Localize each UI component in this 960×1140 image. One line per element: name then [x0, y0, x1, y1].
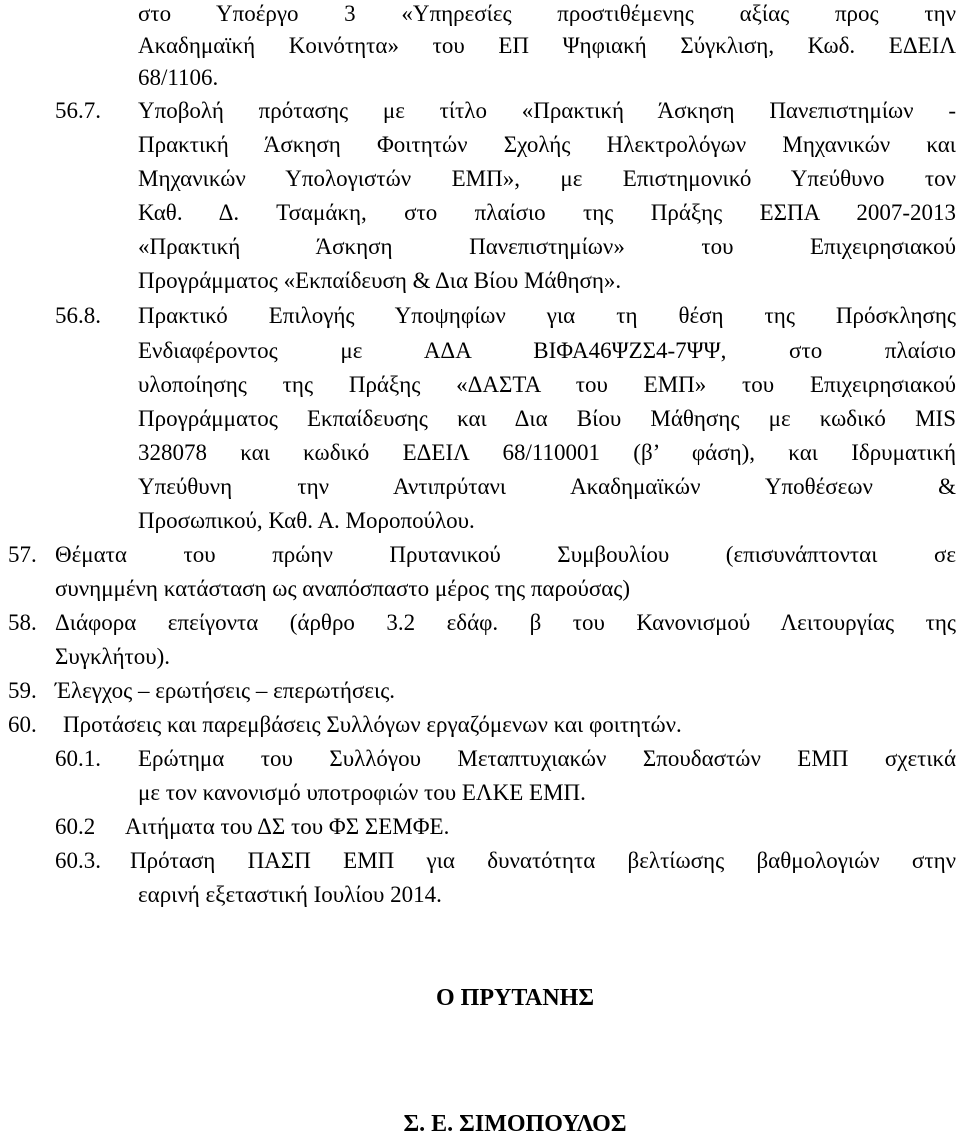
- item-number: 56.7.: [55, 98, 101, 123]
- agenda-text-line: Έλεγχος – ερωτήσεις – επερωτήσεις.: [55, 678, 396, 703]
- agenda-text-line: «Πρακτική Άσκηση Πανεπιστημίων» του Επιχειρησιακού: [138, 234, 956, 259]
- item-number: 59.: [8, 678, 37, 703]
- agenda-text-line: Ακαδημαϊκή Κοινότητα» του ΕΠ Ψηφιακή Σύγκλιση, Κωδ. ΕΔΕΙΛ: [138, 33, 956, 58]
- agenda-text-line: Προγράμματος «Εκπαίδευση & Δια Βίου Μάθηση».: [138, 268, 622, 293]
- agenda-text-line: Πρόταση ΠΑΣΠ ΕΜΠ για δυνατότητα βελτίωσης βαθμολογιών στην: [130, 848, 956, 873]
- agenda-text-line: Ερώτημα του Συλλόγου Μεταπτυχιακών Σπουδαστών ΕΜΠ σχετικά: [138, 746, 956, 771]
- agenda-text-line: 328078 και κωδικό ΕΔΕΙΛ 68/110001 (β’ φάση), και Ιδρυματική: [138, 440, 956, 465]
- agenda-text-line: συνημμένη κατάσταση ως αναπόσπαστο μέρος της παρούσας): [55, 576, 631, 601]
- item-number: 56.8.: [55, 303, 101, 328]
- item-number: 60.: [8, 712, 37, 737]
- item-number: 58.: [8, 610, 37, 635]
- agenda-text-line: Υπεύθυνη την Αντιπρύτανι Ακαδημαϊκών Υποθέσεων &: [138, 474, 956, 499]
- item-number: 57.: [8, 542, 37, 567]
- agenda-text-line: Αιτήματα του ΔΣ του ΦΣ ΣΕΜΦΕ.: [125, 814, 450, 839]
- agenda-text-line: Προγράμματος Εκπαίδευσης και Δια Βίου Μάθησης με κωδικό MIS: [138, 406, 956, 431]
- agenda-text-line: Μηχανικών Υπολογιστών ΕΜΠ», με Επιστημονικό Υπεύθυνο τον: [138, 166, 956, 191]
- agenda-text-line: 68/1106.: [138, 65, 219, 90]
- signature-name: Σ. Ε. ΣΙΜΟΠΟΥΛΟΣ: [403, 1111, 627, 1137]
- agenda-text-line: Διάφορα επείγοντα (άρθρο 3.2 εδάφ. β του Κανονισμού Λειτουργίας της: [55, 610, 956, 635]
- item-number: 60.3.: [55, 848, 101, 873]
- agenda-text-line: Προσωπικού, Καθ. Α. Μοροπούλου.: [138, 508, 475, 533]
- agenda-text-line: Καθ. Δ. Τσαμάκη, στο πλαίσιο της Πράξης ΕΣΠΑ 2007-2013: [138, 200, 956, 225]
- agenda-text-line: Ενδιαφέροντος με ΑΔΑ ΒΙΦΑ46ΨΖΣ4-7ΨΨ, στο πλαίσιο: [138, 338, 956, 363]
- agenda-text-line: Προτάσεις και παρεμβάσεις Συλλόγων εργαζόμενων και φοιτητών.: [63, 712, 682, 737]
- agenda-text-line: υλοποίησης της Πράξης «ΔΑΣΤΑ του ΕΜΠ» του Επιχειρησιακού: [138, 372, 956, 397]
- agenda-text-line: Υποβολή πρότασης με τίτλο «Πρακτική Άσκηση Πανεπιστημίων -: [138, 98, 956, 123]
- item-number: 60.1.: [55, 746, 101, 771]
- agenda-text-line: Θέματα του πρώην Πρυτανικού Συμβουλίου (επισυνάπτονται σε: [55, 542, 956, 567]
- agenda-text-line: με τον κανονισμό υποτροφιών του ΕΛΚΕ ΕΜΠ.: [138, 780, 586, 805]
- agenda-text-line: Συγκλήτου).: [55, 644, 171, 669]
- agenda-text-line: εαρινή εξεταστική Ιουλίου 2014.: [138, 882, 442, 907]
- item-number: 60.2: [55, 814, 96, 839]
- agenda-text-line: Πρακτικό Επιλογής Υποψηφίων για τη θέση της Πρόσκλησης: [138, 303, 956, 328]
- agenda-text-line: Πρακτική Άσκηση Φοιτητών Σχολής Ηλεκτρολόγων Μηχανικών και: [138, 132, 956, 157]
- signature-title: Ο ΠΡΥΤΑΝΗΣ: [435, 985, 595, 1011]
- agenda-text-line: στο Υποέργο 3 «Υπηρεσίες προστιθέμενης αξίας προς την: [138, 1, 956, 26]
